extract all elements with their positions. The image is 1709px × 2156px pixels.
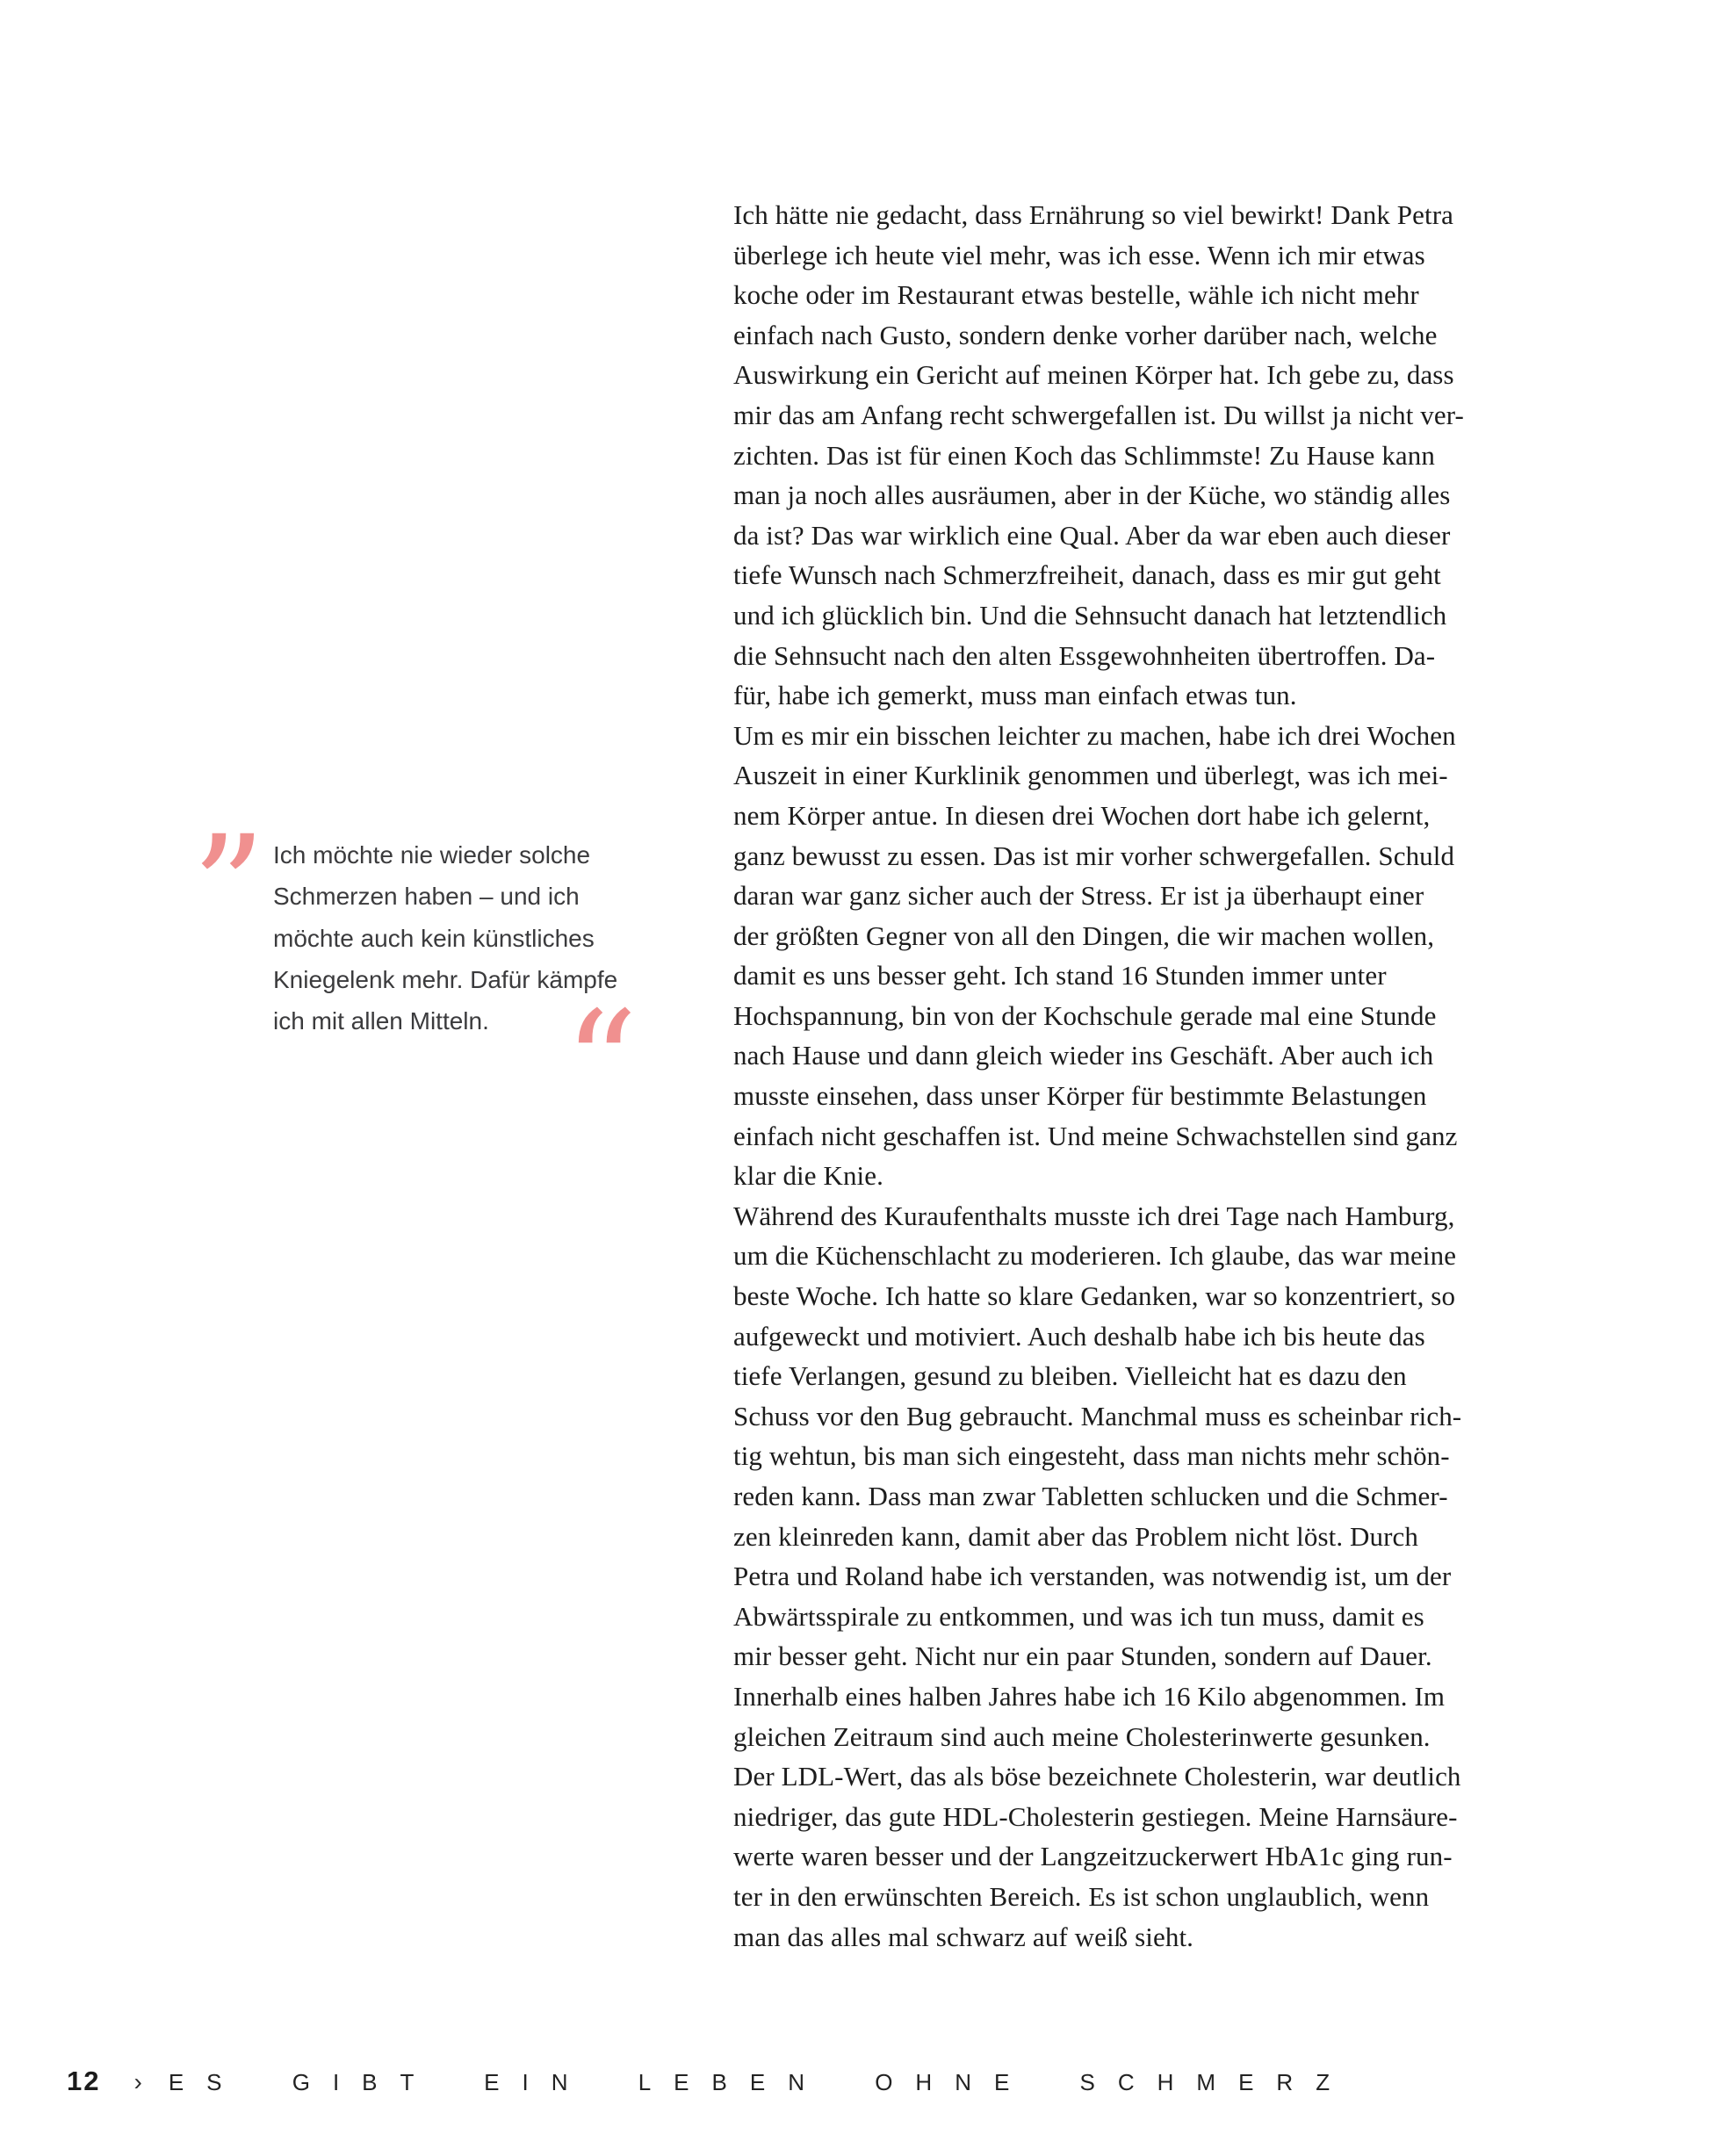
running-title: ES GIBT EIN LEBEN OHNE SCHMERZ — [168, 2069, 1353, 2095]
body-text-line: daran war ganz sicher auch der Stress. Er ist ja überhaupt einer — [733, 880, 1424, 912]
pull-quote-line: Kniegelenk mehr. Dafür kämpfe — [273, 965, 618, 993]
body-text-line: Um es mir ein bisschen leichter zu machen, habe ich drei Wochen — [733, 719, 1456, 751]
body-text-line: ganz bewusst zu essen. Das ist mir vorher schwergefallen. Schuld — [733, 840, 1455, 871]
body-text-line: Innerhalb eines halben Jahres habe ich 16 Kilo abgenommen. Im — [733, 1680, 1446, 1712]
closing-quote-icon: “ — [564, 980, 638, 1149]
pull-quote-line: Schmerzen haben – und ich — [273, 883, 580, 911]
body-text-line: man das alles mal schwarz auf weiß sieht. — [733, 1921, 1194, 1952]
body-text-line: mir besser geht. Nicht nur ein paar Stunden, sondern auf Dauer. — [733, 1640, 1432, 1672]
body-text-line: Schuss vor den Bug gebraucht. Manchmal muss es scheinbar rich- — [733, 1400, 1462, 1431]
body-text-line: zen kleinreden kann, damit aber das Problem nicht löst. Durch — [733, 1520, 1419, 1552]
body-text-line: da ist? Das war wirklich eine Qual. Aber da war eben auch dieser — [733, 519, 1451, 551]
pull-quote-line: möchte auch kein künstliches — [273, 924, 595, 952]
body-text-line: nach Hause und dann gleich wieder ins Geschäft. Aber auch ich — [733, 1040, 1434, 1071]
body-text-line: musste einsehen, dass unser Körper für bestimmte Belastungen — [733, 1080, 1427, 1112]
pull-quote-line: ich mit allen Mitteln. — [273, 1007, 489, 1035]
body-text-line: Auswirkung ein Gericht auf meinen Körper hat. Ich gebe zu, dass — [733, 359, 1454, 391]
body-text-line: beste Woche. Ich hatte so klare Gedanken, war so konzentriert, so — [733, 1280, 1456, 1312]
opening-quote-icon: ” — [191, 804, 266, 973]
pull-quote-line: Ich möchte nie wieder solche — [273, 841, 591, 869]
page-number: 12 — [67, 2066, 101, 2096]
body-text-line: Der LDL-Wert, das als böse bezeichnete Cholesterin, war deutlich — [733, 1761, 1461, 1792]
body-text-line: werte waren besser und der Langzeitzuckerwert HbA1c ging run- — [733, 1841, 1453, 1872]
body-text-line: tig wehtun, bis man sich eingesteht, dass man nichts mehr schön- — [733, 1440, 1450, 1472]
body-text-line: und ich glücklich bin. Und die Sehnsucht danach hat letztendlich — [733, 599, 1447, 631]
body-text-line: koche oder im Restaurant etwas bestelle, wähle ich nicht mehr — [733, 279, 1419, 311]
body-text-line: tiefe Verlangen, gesund zu bleiben. Vielleicht hat es dazu den — [733, 1360, 1407, 1392]
body-text-line: nem Körper antue. In diesen drei Wochen dort habe ich gelernt, — [733, 799, 1431, 831]
body-text-line: für, habe ich gemerkt, muss man einfach etwas tun. — [733, 680, 1297, 711]
body-text-line: zichten. Das ist für einen Koch das Schlimmste! Zu Hause kann — [733, 439, 1435, 471]
page-footer — [67, 2066, 1352, 2097]
body-text-line: niedriger, das gute HDL-Cholesterin gestiegen. Meine Harnsäure- — [733, 1800, 1458, 1832]
body-text-line: gleichen Zeitraum sind auch meine Cholesterinwerte gesunken. — [733, 1720, 1431, 1752]
body-text-line: Ich hätte nie gedacht, dass Ernährung so viel bewirkt! Dank Petra — [733, 199, 1453, 230]
body-text-line: man ja noch alles ausräumen, aber in der Küche, wo ständig alles — [733, 480, 1451, 511]
body-text-line: Auszeit in einer Kurklinik genommen und überlegt, was ich mei- — [733, 760, 1448, 791]
body-text-line: mir das am Anfang recht schwergefallen ist. Du willst ja nicht ver- — [733, 399, 1464, 430]
body-text-line: Abwärtsspirale zu entkommen, und was ich tun muss, damit es — [733, 1600, 1424, 1632]
body-text-line: Petra und Roland habe ich verstanden, was notwendig ist, um der — [733, 1561, 1452, 1592]
body-text-line: reden kann. Dass man zwar Tabletten schlucken und die Schmer- — [733, 1481, 1448, 1511]
body-text-line: der größten Gegner von all den Dingen, die wir machen wollen, — [733, 919, 1435, 951]
body-text-line: aufgeweckt und motiviert. Auch deshalb habe ich bis heute das — [733, 1320, 1425, 1352]
body-text-line: tiefe Wunsch nach Schmerzfreiheit, danach, dass es mir gut geht — [733, 559, 1441, 591]
body-text-line: einfach nicht geschaffen ist. Und meine Schwachstellen sind ganz — [733, 1120, 1458, 1151]
body-text-line: um die Küchenschlacht zu moderieren. Ich glaube, das war meine — [733, 1240, 1457, 1272]
body-text-line: damit es uns besser geht. Ich stand 16 Stunden immer unter — [733, 960, 1387, 991]
body-text-line: die Sehnsucht nach den alten Essgewohnheiten übertroffen. Da- — [733, 639, 1436, 671]
body-text-line: klar die Knie. — [733, 1160, 883, 1192]
body-text-line: einfach nach Gusto, sondern denke vorher darüber nach, welche — [733, 319, 1438, 350]
body-text-line: überlege ich heute viel mehr, was ich esse. Wenn ich mir etwas — [733, 239, 1425, 270]
body-text-column — [733, 195, 1576, 1957]
body-text-line: Während des Kuraufenthalts musste ich drei Tage nach Hamburg, — [733, 1200, 1455, 1231]
body-text-line: Hochspannung, bin von der Kochschule gerade mal eine Stunde — [733, 999, 1437, 1031]
chevron-right-icon: › — [133, 2068, 142, 2095]
body-text-line: ter in den erwünschten Bereich. Es ist schon unglaublich, wenn — [733, 1880, 1430, 1912]
